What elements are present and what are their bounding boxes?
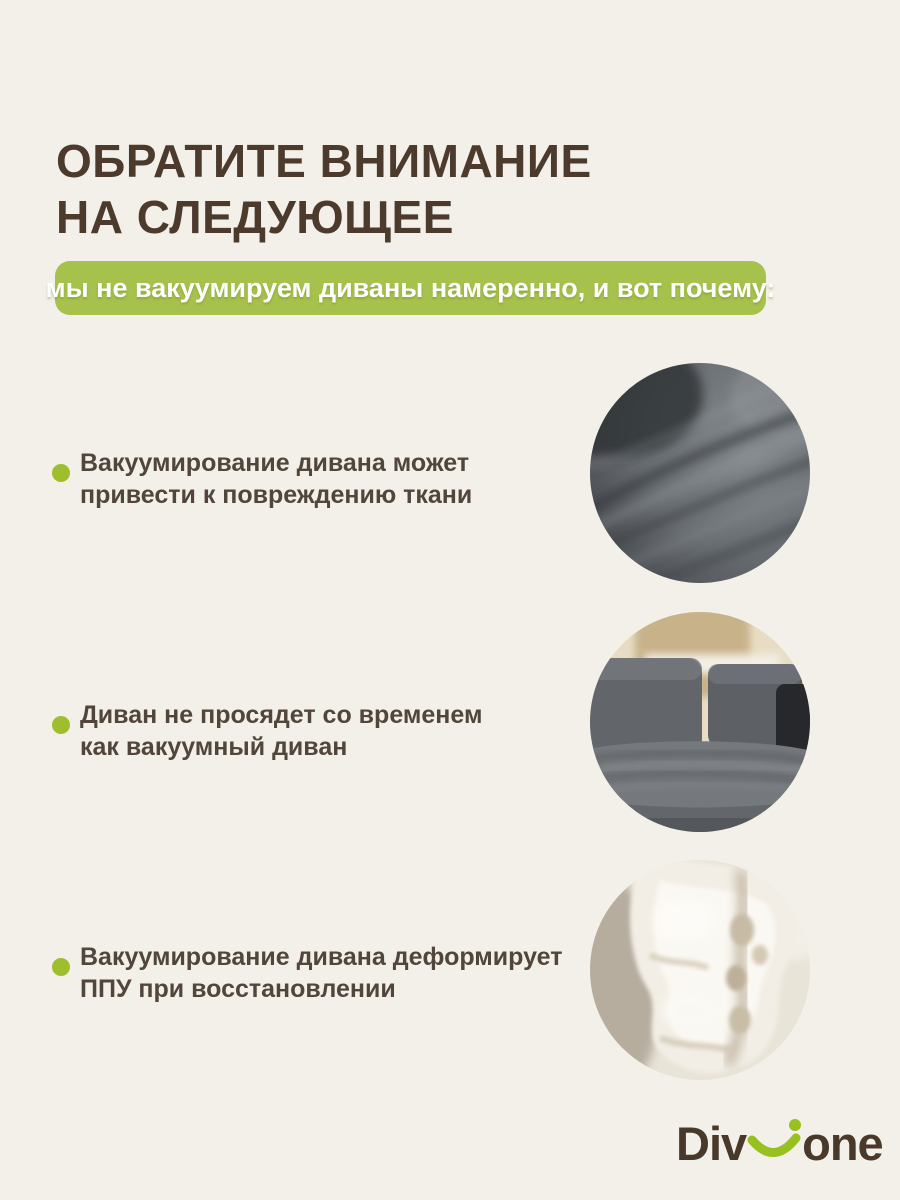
photo-wrinkled-fabric xyxy=(590,363,810,583)
reason-1-line-2: привести к повреждению ткани xyxy=(80,481,473,509)
sofa-illustration xyxy=(590,612,810,832)
reason-3-line-1: Вакуумирование дивана деформирует xyxy=(80,943,563,971)
logo-text-suffix: one xyxy=(802,1117,883,1170)
photo-sofa xyxy=(590,612,810,832)
foam-illustration xyxy=(590,860,810,1080)
bullet-dot xyxy=(52,958,70,976)
title-line-2: НА СЛЕДУЮЩЕЕ xyxy=(56,191,454,243)
reason-item-3 xyxy=(52,941,562,1005)
reason-2-line-2: как вакуумный диван xyxy=(80,733,348,761)
reason-text-1 xyxy=(80,447,472,511)
bullet-dot xyxy=(52,716,70,734)
reason-1-line-1: Вакуумирование дивана может xyxy=(80,449,470,477)
photo-deformed-foam xyxy=(590,860,810,1080)
logo-text-prefix: Div xyxy=(676,1117,747,1170)
reason-text-2 xyxy=(80,699,482,763)
title-line-1: ОБРАТИТЕ ВНИМАНИЕ xyxy=(56,135,592,187)
wrinkled-fabric-illustration xyxy=(590,363,810,583)
highlight-banner xyxy=(45,261,776,315)
page-title xyxy=(56,133,592,245)
brand-logo xyxy=(676,1117,883,1170)
reason-item-2 xyxy=(52,699,482,763)
smile-icon xyxy=(747,1118,801,1168)
reason-2-line-1: Диван не просядет со временем xyxy=(80,701,483,729)
bullet-dot xyxy=(52,464,70,482)
reason-text-3 xyxy=(80,941,562,1005)
banner-text: мы не вакуумируем диваны намеренно, и вот почему: xyxy=(45,272,776,303)
reason-3-line-2: ППУ при восстановлении xyxy=(80,975,396,1003)
reason-item-1 xyxy=(52,447,472,511)
